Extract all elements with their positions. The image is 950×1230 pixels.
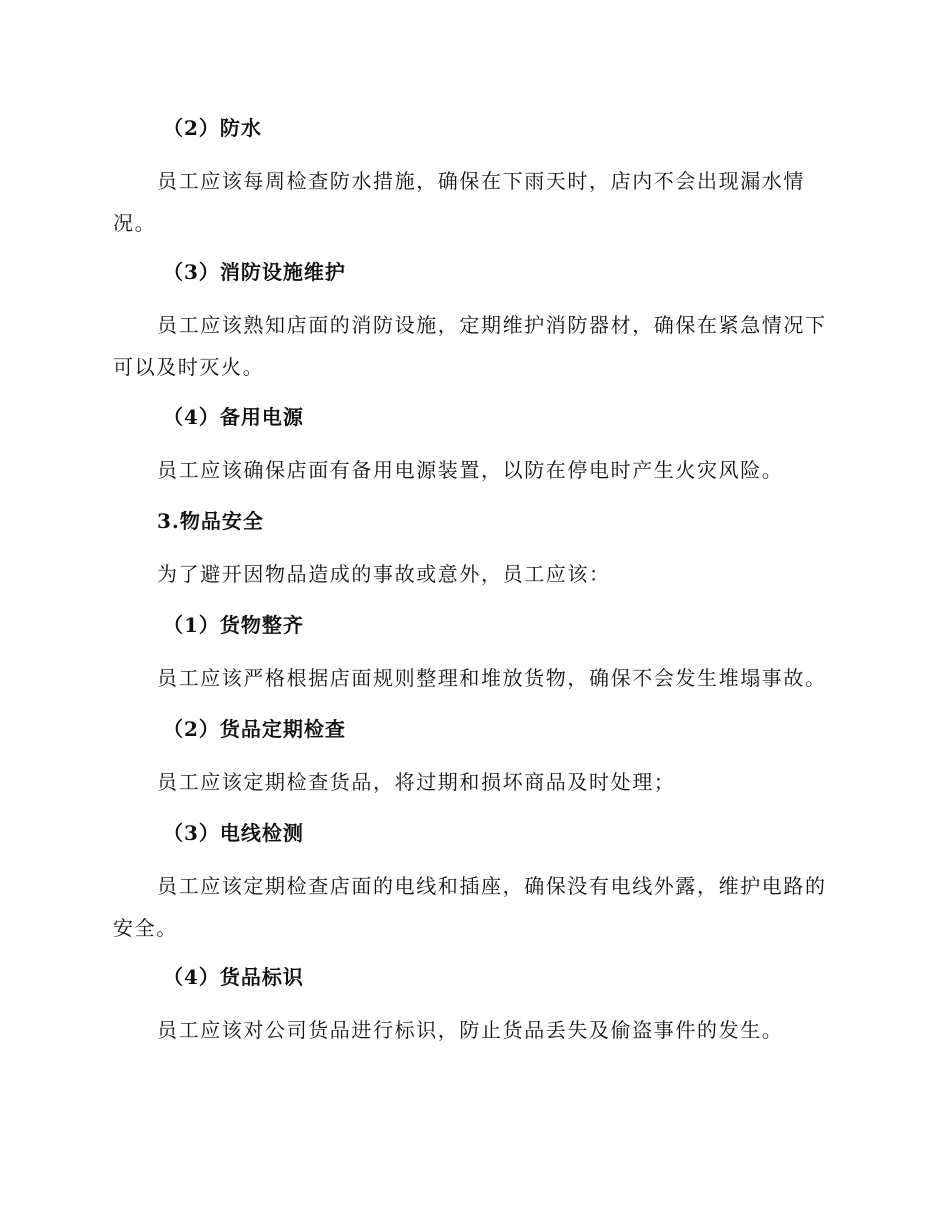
heading-goods-safety: 3.物品安全: [157, 509, 264, 533]
paragraph-fire-facilities: 员工应该熟知店面的消防设施，定期维护消防器材，确保在紧急情况下可以及时灭火。: [113, 313, 827, 379]
heading-goods-inspection: （2）货品定期检查: [163, 717, 346, 741]
heading-goods-tidy: （1）货物整齐: [163, 613, 304, 637]
paragraph-goods-labeling: 员工应该对公司货品进行标识，防止货品丢失及偷盗事件的发生。: [157, 1018, 784, 1042]
heading-waterproof: （2）防水: [163, 116, 262, 140]
heading-backup-power: （4）备用电源: [163, 405, 304, 429]
paragraph-goods-inspection: 员工应该定期检查货品，将过期和损坏商品及时处理；: [157, 770, 676, 794]
heading-goods-labeling: （4）货品标识: [163, 965, 304, 989]
heading-wire-check: （3）电线检测: [163, 821, 304, 845]
paragraph-goods-safety-intro: 为了避开因物品造成的事故或意外，员工应该：: [157, 562, 611, 586]
paragraph-goods-tidy: 员工应该严格根据店面规则整理和堆放货物，确保不会发生堆塌事故。: [157, 666, 827, 690]
paragraph-waterproof: 员工应该每周检查防水措施，确保在下雨天时，店内不会出现漏水情况。: [113, 169, 805, 235]
paragraph-backup-power: 员工应该确保店面有备用电源装置，以防在停电时产生火灾风险。: [157, 458, 784, 482]
heading-fire-facilities: （3）消防设施维护: [163, 260, 346, 284]
paragraph-wire-check: 员工应该定期检查店面的电线和插座，确保没有电线外露，维护电路的安全。: [113, 874, 827, 940]
